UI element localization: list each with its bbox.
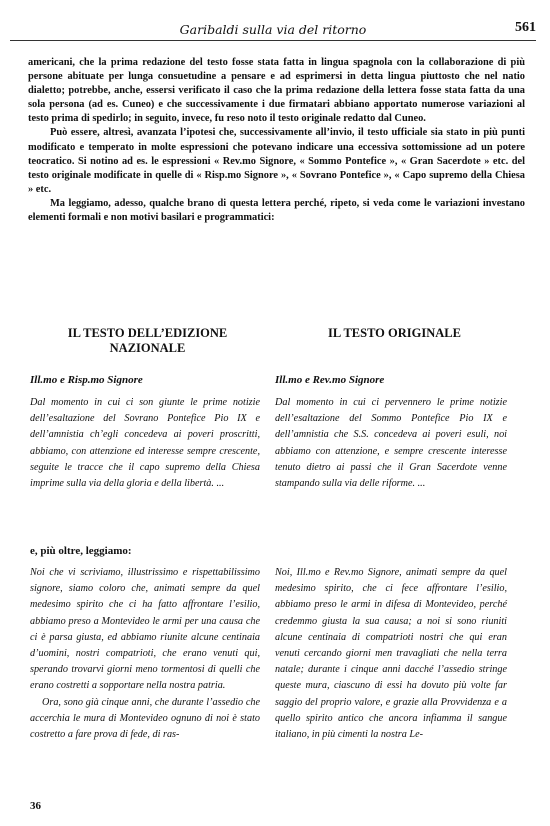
continuation-text: e, più oltre, leggiamo:	[30, 545, 132, 557]
intro-paragraph-3: Ma leggiamo, adesso, qualche brano di questa lettera perché, ripeto, si veda come le variazioni investano elementi formali e non motivi basilari e programmatici:	[28, 197, 525, 224]
left-column-title: IL TESTO DELL’EDIZIONE NAZIONALE	[67, 326, 228, 355]
right-paragraph-1	[275, 395, 507, 492]
left-salutation: Ill.mo e Risp.mo Signore	[30, 374, 143, 386]
left-paragraph-2	[30, 565, 260, 743]
left-paragraph-2b-text: Ora, sono già cinque anni, che durante l’assedio che accerchia le mura di Montevideo ognuno di noi è stato costretto a fare prova di fede, di ras-	[30, 696, 260, 741]
intro-paragraph-1: americani, che la prima redazione del testo fosse stata fatta in lingua spagnola con la collaborazione di più persone abituate per lunga consuetudine a pensare e ad esprimersi in detta lingua piuttosto che nel natio dialetto; potrebbe, anche, essersi verificato il caso che la prima redazione della lettera fosse stata fatta da una sola persona (ad es. Cuneo) e che successivamente i due firmatari abbiano apportato numerose variazioni al testo prima di spedirlo; in seguito, invece, fu reso noto il testo originale redatto dal Cuneo.	[28, 57, 525, 125]
right-salutation: Ill.mo e Rev.mo Signore	[275, 374, 385, 386]
left-paragraph-1-text: Dal momento in cui ci son giunte le prime notizie dell’esaltazione del Sovrano Pontefice Pio IX e dell’amnistia ch’egli concedeva ai poveri proscritti, abbiamo, con attenzione ed interesse sempre crescente, seguite le tracce che il capo supremo della Chiesa imprime sulla via della gloria e della libertà. ...	[30, 397, 260, 490]
running-title: Garibaldi sulla via del ritorno	[179, 22, 367, 37]
running-header	[10, 18, 536, 41]
signature-mark: 36	[30, 800, 41, 812]
page-number: 561	[515, 20, 536, 35]
intro-paragraph-2: Può essere, altresì, avanzata l’ipotesi che, successivamente all’invio, il testo ufficiale sia stato in più punti modificato e temperato in molte espressioni che potevano indicare una eccessiva sottomissione ad un potere teocratico. Si notino ad es. le espressioni « Rev.mo Signore, « Sommo Pontefice », « Gran Sacerdote » etc. del testo originale modificate in quelle di « Risp.mo Signore », « Sovrano Pontefice », « Capo supremo della Chiesa » etc.	[28, 127, 525, 195]
right-paragraph-2-text: Noi, Ill.mo e Rev.mo Signore, animati sempre da quel medesimo spirito, che ci fece affrontare l’esilio, abbiamo preso le armi in difesa di Montevideo, perché credemmo giusta la sua causa; a noi si sono riuniti alcune centinaia di compatrioti nostri che qui eran venuti cercando giorni men travagliati che nella terra natale; durante i cinque anni dacché l’assedio stringe queste mura, ciascuno di essi ha dovuto più volte far saggio del proprio valore, e grazie alla Provvidenza e a quello spirito antico che ancora infiamma il sangue italiano, in più cimenti la nostra Le-	[275, 567, 507, 741]
left-paragraph-2a-text: Noi che vi scriviamo, illustrissimo e rispettabilissimo signore, siamo coloro che, animati sempre da quel medesimo spirito che ci ha fatto affrontare l’esilio, abbiamo preso a Montevideo le armi per una causa che ci è parsa giusta, ed abbiamo riunite alcune centinaia d’uomini, nostri compatrioti, che erano venuti qui, sperando trovarvi giorni meno tormentosi di quelli che erano costretti a sopportare nella nostra patria.	[30, 567, 260, 692]
intro-text	[28, 56, 525, 225]
right-paragraph-2	[275, 565, 507, 743]
left-paragraph-1	[30, 395, 260, 492]
continuation-note	[30, 545, 132, 557]
right-column-title: IL TESTO ORIGINALE	[328, 326, 461, 340]
right-paragraph-1-text: Dal momento in cui ci pervennero le prime notizie dell’esaltazione del Sommo Pontefice Pio IX e dell’amnistia che S.S. concedeva ai poveri esuli, noi abbiamo con attenzione, e sempre crescente interesse tenuto dietro ai passi che il Gran Sacerdote venne stampando sulla via delle riforme. ...	[275, 397, 507, 490]
